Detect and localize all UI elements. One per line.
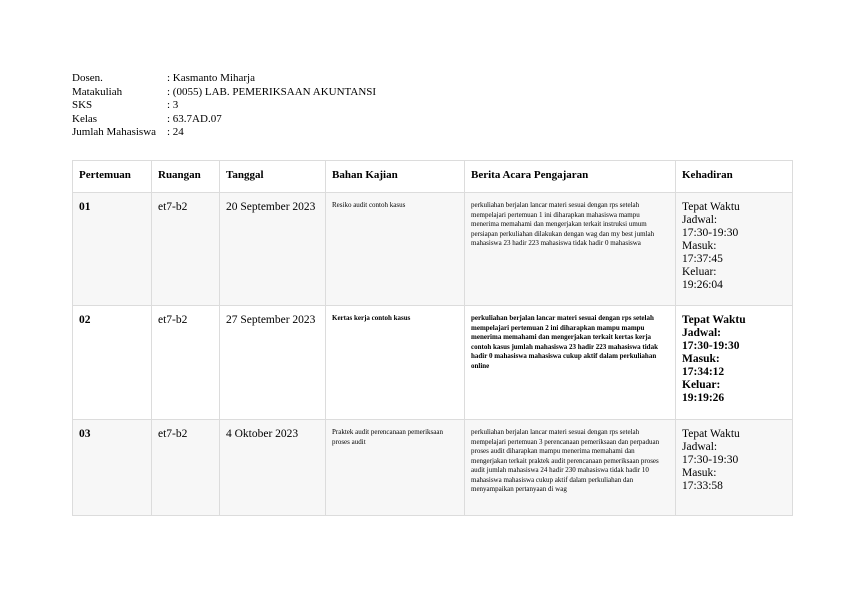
masuk-value: 17:37:45 xyxy=(682,253,723,265)
table-row xyxy=(73,193,793,306)
table-header-row xyxy=(73,161,793,193)
jadwal-label: Jadwal: xyxy=(682,214,718,226)
bahan-kajian-cell: Resiko audit contoh kasus xyxy=(326,193,465,306)
sks-row xyxy=(72,99,376,113)
masuk-label: Masuk: xyxy=(682,467,717,479)
ruangan-cell: et7-b2 xyxy=(152,420,220,516)
jadwal-label: Jadwal: xyxy=(682,327,721,339)
attendance-status: Tepat Waktu xyxy=(682,314,746,326)
jadwal-value: 17:30-19:30 xyxy=(682,454,739,466)
sks-value: : 3 xyxy=(167,99,179,111)
col-header-ruangan: Ruangan xyxy=(152,161,220,193)
dosen-value: : Kasmanto Miharja xyxy=(167,72,255,84)
pertemuan-cell: 01 xyxy=(73,193,152,306)
table-row xyxy=(73,306,793,420)
keluar-value: 19:19:26 xyxy=(682,392,725,404)
dosen-row xyxy=(72,72,376,86)
kehadiran-cell xyxy=(676,306,793,420)
jadwal-label: Jadwal: xyxy=(682,441,718,453)
course-info xyxy=(72,72,376,140)
table-row xyxy=(73,420,793,516)
keluar-label: Keluar: xyxy=(682,379,721,391)
pertemuan-cell: 02 xyxy=(73,306,152,420)
jadwal-value: 17:30-19:30 xyxy=(682,340,740,352)
tanggal-cell: 27 September 2023 xyxy=(220,306,326,420)
col-header-kehadiran: Kehadiran xyxy=(676,161,793,193)
pertemuan-cell: 03 xyxy=(73,420,152,516)
jumlah-value: : 24 xyxy=(167,126,184,138)
attendance-status: Tepat Waktu xyxy=(682,428,740,440)
kehadiran-cell xyxy=(676,420,793,516)
col-header-berita-acara: Berita Acara Pengajaran xyxy=(465,161,676,193)
matakuliah-value: : (0055) LAB. PEMERIKSAAN AKUNTANSI xyxy=(167,85,377,98)
ruangan-cell: et7-b2 xyxy=(152,306,220,420)
attendance-table xyxy=(72,160,793,516)
masuk-label: Masuk: xyxy=(682,353,720,365)
kelas-value: : 63.7AD.07 xyxy=(167,112,222,125)
col-header-tanggal: Tanggal xyxy=(220,161,326,193)
kelas-row xyxy=(72,113,376,127)
matakuliah-label: Matakuliah xyxy=(72,85,123,98)
jadwal-value: 17:30-19:30 xyxy=(682,227,739,239)
jumlah-row xyxy=(72,126,376,140)
keluar-value: 19:26:04 xyxy=(682,279,723,291)
sks-label: SKS xyxy=(72,99,93,111)
masuk-value: 17:33:58 xyxy=(682,480,723,492)
bahan-kajian-cell: Kertas kerja contoh kasus xyxy=(326,306,465,420)
col-header-pertemuan: Pertemuan xyxy=(73,161,152,193)
jumlah-label: Jumlah Mahasiswa xyxy=(72,126,157,138)
tanggal-cell: 20 September 2023 xyxy=(220,193,326,306)
matakuliah-row xyxy=(72,86,376,100)
tanggal-cell: 4 Oktober 2023 xyxy=(220,420,326,516)
berita-acara-cell: perkuliahan berjalan lancar materi sesuai dengan rps setelah mempelajari pertemuan 1 ini diharapkan mahasiswa mampu menerima memahami dan mengerjakan terkait instruksi umum persiapan perkuliahan dilakukan dengan wag dan my best jumlah mahasiswa 23 hadir 223 mahasiswa tidak hadir 0 mahasiswa xyxy=(465,193,676,306)
attendance-status: Tepat Waktu xyxy=(682,201,740,213)
dosen-label: Dosen. xyxy=(72,72,103,84)
col-header-bahan-kajian: Bahan Kajian xyxy=(326,161,465,193)
berita-acara-cell: perkuliahan berjalan lancar materi sesuai dengan rps setelah mempelajari pertemuan 2 ini diharapkan mampu mampu menerima memahami dan mengerjakan terkait kertas kerja contoh kasus jumlah mahasiswa 23 hadir 223 mahasiswa tidak hadir 0 mahasiswa mahasiswa cukup aktif dalam perkuliahan online xyxy=(465,306,676,420)
kehadiran-cell xyxy=(676,193,793,306)
kelas-label: Kelas xyxy=(72,112,98,125)
ruangan-cell: et7-b2 xyxy=(152,193,220,306)
bahan-kajian-cell: Praktek audit perencanaan pemeriksaan proses audit xyxy=(326,420,465,516)
keluar-label: Keluar: xyxy=(682,266,717,278)
berita-acara-cell: perkuliahan berjalan lancar materi sesuai dengan rps setelah mempelajari pertemuan 3 perencanaan pemeriksaan dan perpaduan proses audit diharapkan mampu menerima memahami dan mengerjakan terkait praktek audit perencanaan pemeriksaan proses audit jumlah mahasiswa 24 hadir 230 mahasiswa tidak hadir 10 mahasiswa mahasiswa cukup aktif dalam perkuliahan dan menyampaikan pertanyaan di wag xyxy=(465,420,676,516)
masuk-value: 17:34:12 xyxy=(682,366,725,378)
masuk-label: Masuk: xyxy=(682,240,717,252)
